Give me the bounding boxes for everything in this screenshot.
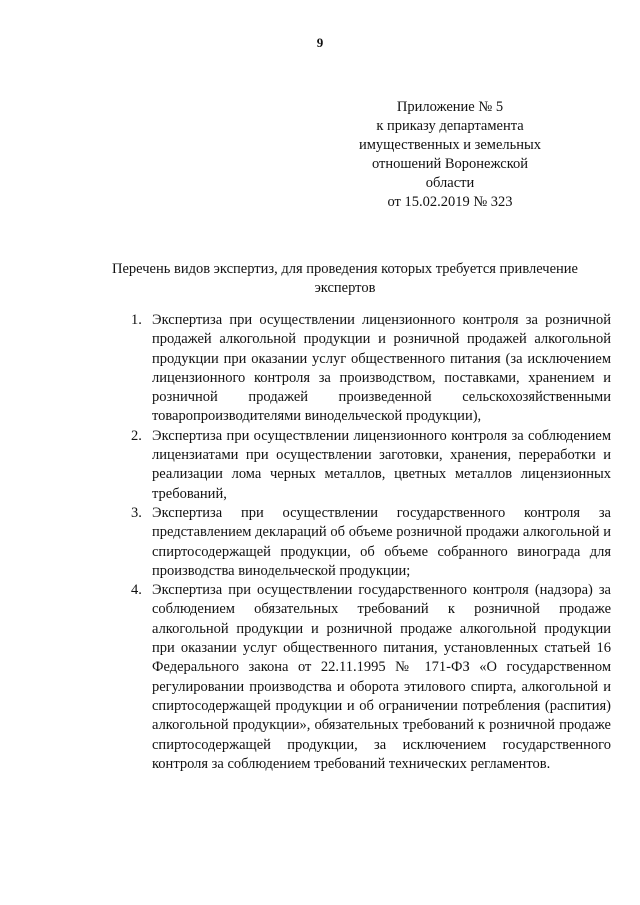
list-item-number: 2. — [131, 427, 142, 444]
page-number: 9 — [316, 35, 324, 50]
list-item-number: 4. — [131, 582, 142, 599]
list-item — [0, 581, 640, 774]
expertise-list — [0, 311, 640, 774]
list-item-number: 3. — [131, 504, 142, 521]
list-item — [0, 504, 640, 581]
list-item — [0, 427, 640, 504]
appendix-header — [318, 98, 582, 212]
list-item — [0, 311, 640, 427]
appendix-line: от 15.02.2019 № 323 — [387, 194, 513, 210]
list-item-text: Экспертиза при осуществлении государственного контроля за представлением деклараций об объеме розничной продажи алкогольной и спиртосодержащей продукции, об объеме собранного винограда для производства винодельческой продукции; — [152, 504, 611, 579]
list-item-text: Экспертиза при осуществлении лицензионного контроля за розничной продажей алкогольной продукции и розничной продажей алкогольной продукции при оказании услуг общественного питания (за исключением лицензионного контроля за производством, поставками, хранением и розничной продажей произведенной сельскохозяйственными товаропроизводителями винодельческой продукции), — [152, 312, 611, 425]
appendix-line: области — [425, 175, 475, 191]
appendix-line: отношений Воронежской — [371, 156, 529, 172]
appendix-line: имущественных и земельных — [358, 137, 541, 153]
list-item-text: Экспертиза при осуществлении государственного контроля (надзора) за соблюдением обязательных требований к розничной продаже алкогольной продукции и розничной продаже алкогольной продукции при оказании услуг общественного питания, установленных статьей 16 Федерального закона от 22.11.1995 № 171-ФЗ «О государственном регулировании производства и оборота этилового спирта, алкогольной и спиртосодержащей продукции и об ограничении потребления (распития) алкогольной продукции», обязательных требований к розничной продаже спиртосодержащей продукции, за исключением государственного контроля за соблюдением требований технических регламентов. — [152, 582, 611, 772]
list-item-number: 1. — [131, 312, 142, 328]
document-title: Перечень видов экспертиз, для проведения которых требуется привлечение экспертов — [112, 261, 578, 296]
appendix-line: к приказу департамента — [376, 118, 524, 134]
appendix-line: Приложение № 5 — [396, 99, 504, 115]
list-item-text: Экспертиза при осуществлении лицензионного контроля за соблюдением лицензиатами при осуществлении заготовки, хранения, переработки и реализации лома черных металлов, цветных металлов лицензионных требований, — [152, 427, 611, 502]
